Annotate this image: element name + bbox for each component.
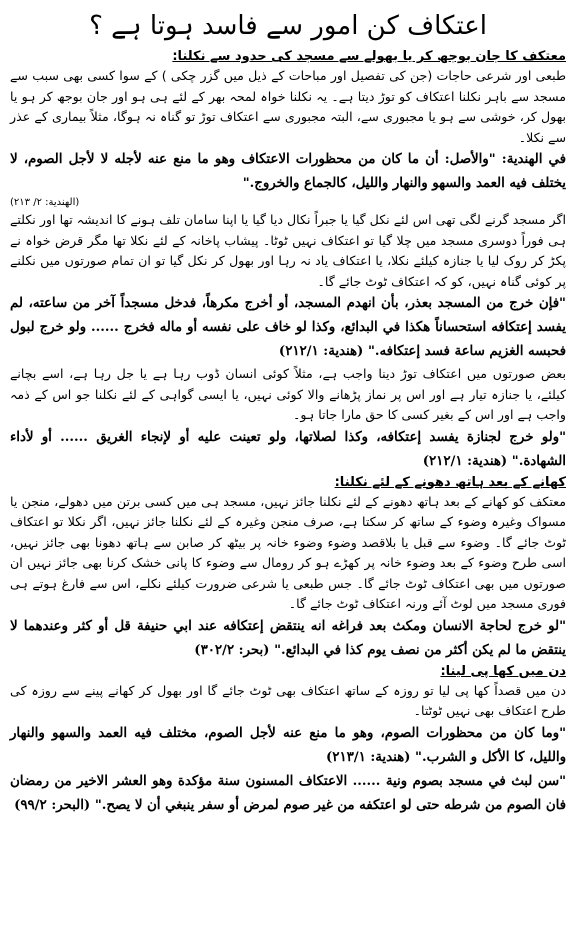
urdu-paragraph: اگر مسجد گرنے لگی تھی اس لئے نکل گیا یا جبراً نکال دیا گیا یا اپنا سامان تلف ہونے کا اندیشہ تھا اور نکلتے ہی فوراً دوسری مسجد میں چلا گیا تو اعتکاف نہیں ٹوٹا۔ پیشاب پاخانہ کے لئے نکلا تھا مگر قرض خواہ نے پکڑ کر روک لیا یا جنازہ کیلئے نکلا، یا اعتکاف یاد نہ رہا اور بھول کر نکل گیا تو ان تمام صورتوں میں نکلنے پر کوئی گناہ نہیں، کو کہ اعتکاف ٹوٹ جائے گا۔ <box>10 212 566 289</box>
arabic-quote: "سن لبث في مسجد بصوم ونية ...... الاعتكاف المسنون سنة مؤكدة وهو العشر الاخير من رمضان فان الصوم من شرطه حتى لو اعتكفه من غير صوم لمرض أو سفر ينبغي أن لا يصح." (البحر: ۹۹/۲) <box>10 773 566 813</box>
section-heading: دن میں کھا پی لینا: <box>440 663 566 679</box>
arabic-quote: "ولو خرج لجنازة يفسد إعتكافه، وكذا لصلاتها، ولو تعينت عليه أو لإنجاء الغريق ...... أو لأداء الشهادة." (هندية: ۲۱۲/۱) <box>10 429 566 469</box>
arabic-quote: "لو خرج لحاجة الانسان ومكث بعد فراغه انه ينتقض إعتكافه عند ابي حنيفة قل أو كثر وعندهما لا ينتقض ما لم يكن أكثر من نصف يوم كذا في البدائع." (بحر: ۳۰۲/۲) <box>10 618 566 658</box>
arabic-quote: في الهندية: "والأصل: أن ما كان من محظورات الاعتكاف وهو ما منع عنه لأجله لا لأجل الصوم، لا يختلف فيه العمد والسهو والنهار والليل، كالجماع والخروج." <box>10 152 566 191</box>
document-body <box>6 48 570 818</box>
urdu-paragraph: دن میں قصداً کھا پی لیا تو روزہ کے ساتھ اعتکاف بھی ٹوٹ جائے گا اور بھول کر کھانے پینے سے روزہ کی طرح اعتکاف بھی نہیں ٹوٹتا۔ <box>10 682 566 718</box>
page-title: اعتکاف کن امور سے فاسد ہوتا ہے ؟ <box>89 11 487 41</box>
section-heading: معتکف کا جان بوجھ کر یا بھولے سے مسجد کی حدود سے نکلنا: <box>172 49 566 64</box>
arabic-quote: "فإن خرج من المسجد بعذر، بأن انهدم المسجد، أو أخرج مكرهاً، فدخل مسجداً آخر من ساعته، لم يفسد إعتكافه استحساناً هكذا في البدائع، وكذا لو خاف على نفسه أو ماله فخرج ...... ولو خرج لبول فحبسه الغزيم ساعة فسد إعتكافه." (هندية: ۲۱۲/۱) <box>10 296 566 359</box>
urdu-paragraph: معتکف کو کھانے کے بعد ہاتھ دھونے کے لئے نکلنا جائز نہیں، مسجد ہی میں کسی برتن میں دھولے، منجن یا مسواک وغیرہ وضوء کے ساتھ کر سکتا ہے، صرف منجن وغیرہ کے لئے نکلنا جائز نہیں، اگر نکلا تو اعتکاف ٹوٹ جائے گا۔ وضوء سے قبل یا بلاقصد وضوء وضوء خانہ پر بیٹھ کر صابن سے ہاتھ دھونا بھی جائز نہیں، اسی طرح وضوء کے بعد وضوء خانہ پر کھڑے ہو کر رومال سے وضوء کا پانی خشک کرنا بھی جائز نہیں ان صورتوں میں بھی اعتکاف ٹوٹ جائے گا۔ جس طبعی یا شرعی ضرورت کیلئے نکلے، اس سے فارغ ہوتے ہی فوری مسجد میں لوٹ آئے ورنہ اعتکاف ٹوٹ جائے گا۔ <box>10 493 566 611</box>
section-heading: کھانے کے بعد ہاتھ دھونے کے لئے نکلنا: <box>334 474 566 490</box>
arabic-quote: "وما كان من محظورات الصوم، وهو ما منع عنه لأجل الصوم، مختلف فيه العمد والسهو والنهار والليل، كا الأكل و الشرب." (هندية: ۲۱۳/۱) <box>10 725 566 765</box>
urdu-paragraph: بعض صورتوں میں اعتکاف توڑ دینا واجب ہے، مثلاً کوئی انسان ڈوب رہا ہے یا جل رہا ہے، اسے بچانے کیلئے، یا جنازہ تیار ہے اور اس پر نماز پڑھانے والا کوئی نہیں، یا ایسی گواہی کے لئے نکلنا جو اس کے ذمہ واجب ہے اور اس کے بغیر کسی کا حق مارا جاتا ہو۔ <box>10 366 566 422</box>
reference-citation: (الهندية: ۲/ ۲۱۳) <box>10 197 80 208</box>
urdu-paragraph: طبعی اور شرعی حاجات (جن کی تفصیل اور مباحات کے ذیل میں گزر چکی ) کے سوا کسی بھی سبب سے مسجد سے باہر نکلنا اعتکاف کو توڑ دیتا ہے۔ یہ نکلنا خواہ لمحہ بھر کے لئے ہی ہو اور جان بوجھ کر ہو یا بھول کر، خوشی سے ہو یا مجبوری سے، البتہ مجبوری سے اعتکاف توڑ تو گناہ نہ ہوگا، مثلاً بیماری کے عذر سے نکلا۔ <box>10 68 566 145</box>
